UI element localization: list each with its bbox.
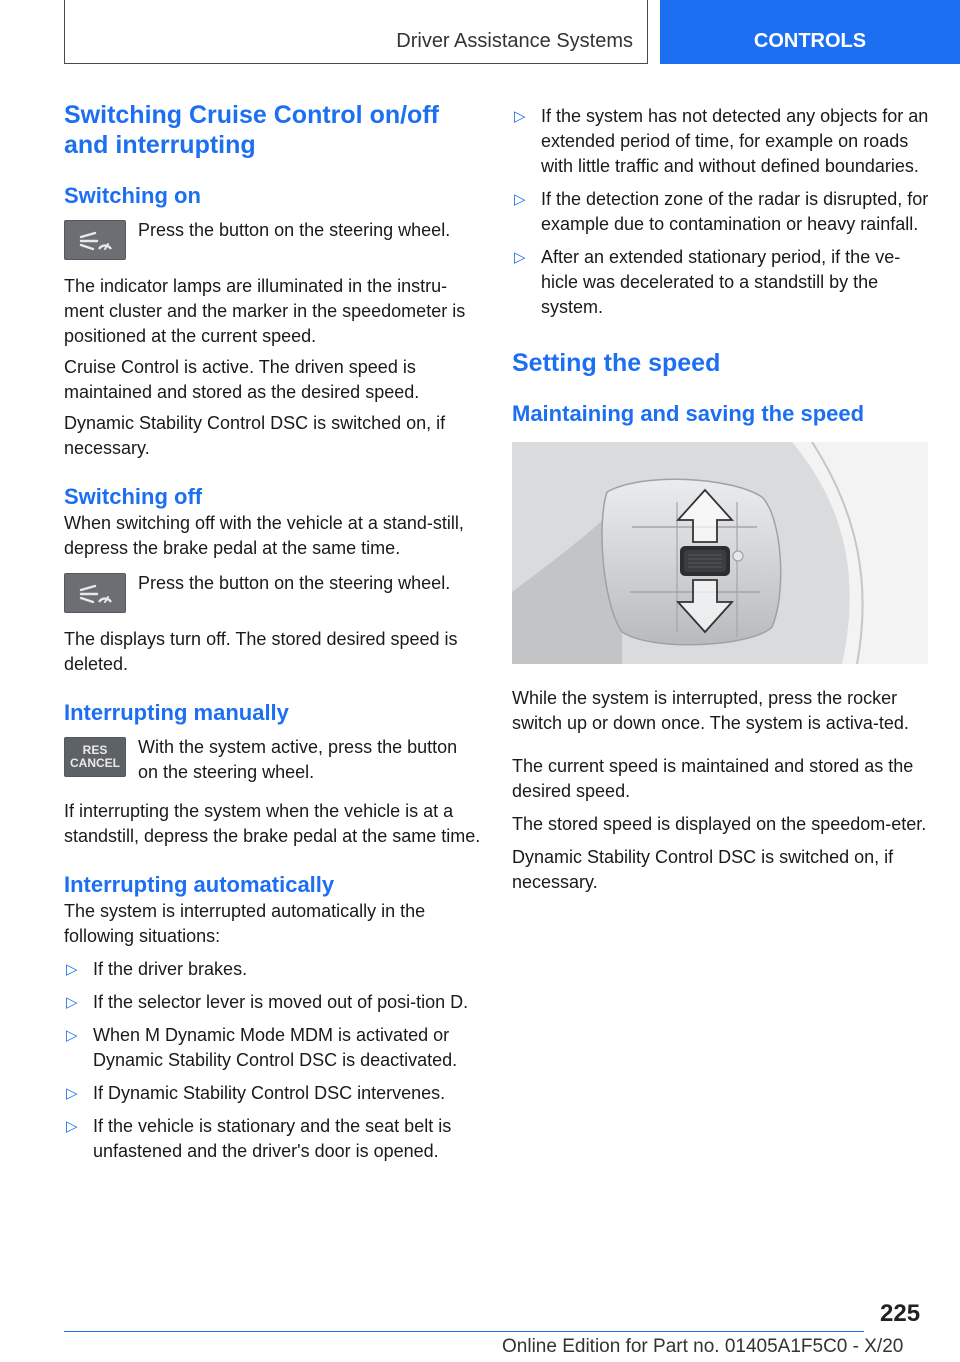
cruise-control-button-icon-2 [64,573,126,613]
maintaining-p2: The current speed is maintained and stored as the desired speed. [512,756,914,801]
switching-on-button-text: Press the button on the steering wheel. [138,220,451,240]
triangle-bullet-icon: ▷ [514,108,526,125]
switching-off-p1: When switching off with the vehicle at a stand-still, depress the brake pedal at the same time. [64,513,464,558]
cruise-button-row [64,220,482,260]
maintaining-p3: The stored speed is displayed on the speedom-eter. [512,814,927,834]
header-tab-label: CONTROLS [753,29,867,52]
heading-setting-speed: Setting the speed [512,349,721,377]
list-item: ▷ When M Dynamic Mode MDM is activated or Dynamic Stability Control DSC is deactivated. [64,1023,482,1073]
triangle-bullet-icon: ▷ [66,1118,78,1135]
steering-wheel-illustration [512,442,928,664]
res-cancel-button-icon [64,737,126,777]
left-column [64,100,482,1164]
interrupting-manually-button-text: With the system active, press the button on the steering wheel. [138,737,458,782]
triangle-bullet-icon: ▷ [66,1085,78,1102]
switching-on-p2: Cruise Control is active. The driven speed is maintained and stored as the desired speed. [64,357,420,402]
triangle-bullet-icon: ▷ [66,961,78,978]
interrupting-manually-p1: If interrupting the system when the vehicle is at a standstill, depress the brake pedal at the same time. [64,801,481,846]
heading-switching-on: Switching on [64,183,201,208]
heading-maintaining-speed: Maintaining and saving the speed [512,401,865,426]
switching-on-p1: The indicator lamps are illuminated in the instru-ment cluster and the marker in the speedometer is positioned at the current speed. [64,276,466,346]
triangle-bullet-icon: ▷ [514,191,526,208]
switching-off-p2: The displays turn off. The stored desired speed is deleted. [64,629,458,674]
res-cancel-button-row [64,737,482,785]
header-section-title: Driver Assistance Systems [396,30,633,52]
maintaining-p1: While the system is interrupted, press the rocker switch up or down once. The system is activa-ted. [512,688,909,733]
triangle-bullet-icon: ▷ [66,994,78,1011]
list-item: ▷ If the selector lever is moved out of posi-tion D. [64,990,482,1015]
list-item: ▷ After an extended stationary period, if the ve-hicle was decelerated to a standstill by the system. [512,245,932,320]
page-title: Switching Cruise Control on/off and interrupting [64,101,439,159]
header-frame [64,0,648,64]
heading-interrupting-manually: Interrupting manually [64,700,289,725]
switching-on-p3: Dynamic Stability Control DSC is switched on, if necessary. [64,413,446,458]
auto-interrupt-list [64,957,482,1164]
auto-interrupt-list-continued [512,104,932,320]
triangle-bullet-icon: ▷ [66,1027,78,1044]
list-item: ▷ If the vehicle is stationary and the seat belt is unfastened and the driver's door is opened. [64,1114,482,1164]
list-item: ▷ If the driver brakes. [64,957,482,982]
interrupting-auto-p1: The system is interrupted automatically in the following situations: [64,901,426,946]
maintaining-p4: Dynamic Stability Control DSC is switched on, if necessary. [512,847,894,892]
cruise-control-button-icon [64,220,126,260]
steering-wheel-rocker-photo [512,442,928,664]
footer-edition-text: Online Edition for Part no. 01405A1F5C0 - X/20 [502,1336,904,1357]
header-tab-controls[interactable] [660,0,960,64]
triangle-bullet-icon: ▷ [514,249,526,266]
list-item: ▷ If the detection zone of the radar is disrupted, for example due to contamination or heavy rainfall. [512,187,932,237]
heading-interrupting-automatically: Interrupting automatically [64,872,335,897]
right-column [512,96,932,895]
footer-divider [64,1331,864,1332]
heading-switching-off: Switching off [64,484,203,509]
list-item: ▷ If the system has not detected any objects for an extended period of time, for example on roads with little traffic and without defined boundaries. [512,104,932,179]
list-item: ▷ If Dynamic Stability Control DSC intervenes. [64,1081,482,1106]
cruise-button-row-2 [64,573,482,613]
page-number: 225 [880,1300,921,1327]
cancel-label: CANCEL [70,756,120,770]
res-label: RES [82,743,108,757]
switching-off-button-text: Press the button on the steering wheel. [138,573,451,593]
